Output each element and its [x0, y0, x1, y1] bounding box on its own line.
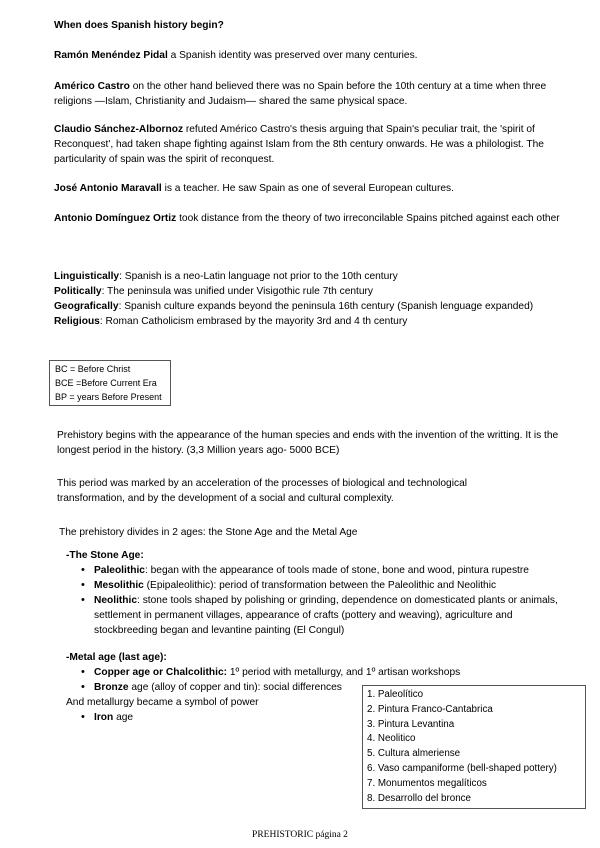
paragraph-albornoz: [54, 122, 594, 167]
author-name: Ramón Menéndez Pidal: [54, 50, 168, 61]
list-item: [78, 710, 328, 725]
item-label: Neolithic: [94, 595, 138, 606]
item-text: : began with the appearance of tools made of stone, bone and wood, pintura rupestre: [144, 565, 529, 576]
aspect-text: : The peninsula was unified under Visigothic rule 7th century: [101, 286, 374, 297]
aspect-label: Religious: [54, 316, 100, 327]
list-item: [78, 563, 578, 578]
page-footer: PREHISTORIC página 2: [252, 830, 348, 840]
aspect-label: Geografically: [54, 301, 119, 312]
legend-item: 4. Neolitico: [367, 733, 416, 745]
iron-age-list: [78, 710, 328, 725]
item-text: : stone tools shaped by polishing or grinding, dependence on domesticated plants or animals, settlement in permanent villages, appearance of crafts (pottery and weaving), agriculture and stockbreeding began and levantine painting (El Congul): [94, 595, 558, 636]
author-name: José Antonio Maravall: [54, 183, 162, 194]
legend-item: 6. Vaso campaniforme (bell-shaped pottery): [367, 762, 557, 774]
stone-age-list: [78, 563, 578, 638]
item-label: Iron: [94, 712, 114, 723]
paragraph-text: is a teacher. He saw Spain as one of several European cultures.: [161, 183, 454, 194]
paragraph-pidal: [54, 48, 564, 63]
aspect-linguistic: [54, 269, 594, 284]
aspect-religious: [54, 314, 594, 329]
abbreviation-item: BC = Before Christ: [55, 364, 131, 374]
item-label: Copper age or Chalcolithic:: [94, 667, 228, 678]
paragraph-maravall: [54, 181, 564, 196]
metallurgy-note: And metallurgy became a symbol of power: [66, 697, 259, 708]
period-description: This period was marked by an acceleration of the processes of biological and technological transformation, and by the development of a social and cultural complexity.: [57, 478, 467, 504]
legend-item: 5. Cultura almeriense: [367, 748, 461, 760]
item-label: Bronze: [94, 682, 129, 693]
item-text: 1º period with metallurgy, and 1º artisan workshops: [227, 667, 461, 678]
paragraph-text: a Spanish identity was preserved over many centuries.: [167, 50, 418, 61]
legend-item: 8. Desarrollo del bronce: [367, 792, 472, 804]
legend-item: 1. Paleolítico: [367, 689, 424, 700]
metal-age-heading: -Metal age (last age):: [66, 652, 167, 663]
item-text: age: [113, 712, 134, 723]
page-title: When does Spanish history begin?: [54, 20, 224, 31]
abbreviations-box: [49, 360, 171, 406]
map-legend-box: [362, 685, 586, 809]
paragraph-text: on the other hand believed there was no Spain before the 10th century at a time when three religions —Islam, Christianity and Judaism— shared the same physical space.: [54, 81, 547, 107]
paragraph-text: refuted Américo Castro's thesis arguing that Spain's peculiar trait, the 'spirit of Reconquest', had taken shape fighting against Islam from the 8th century onwards. He was a philologist. The particularity of spain was the spirit of reconquest.: [54, 124, 544, 165]
item-text: (Epipaleolithic): period of transformation between the Paleolithic and Neolithic: [143, 580, 497, 591]
item-label: Mesolithic: [94, 580, 144, 591]
list-item: [78, 593, 578, 638]
author-name: Claudio Sánchez-Albornoz: [54, 124, 184, 135]
item-label: Paleolithic: [94, 565, 145, 576]
paragraph-castro: [54, 79, 564, 109]
item-text: age (alloy of copper and tin): social differences: [128, 682, 342, 693]
legend-item: 2. Pintura Franco-Cantabrica: [367, 703, 493, 715]
aspect-text: : Spanish culture expands beyond the peninsula 16th century (Spanish lenguage expanded): [118, 301, 534, 312]
aspect-label: Linguistically: [54, 271, 120, 282]
author-name: Antonio Domínguez Ortiz: [54, 213, 177, 224]
aspects-list: [54, 269, 594, 329]
stone-age-heading: -The Stone Age:: [66, 550, 144, 561]
aspect-text: : Spanish is a neo-Latin language not prior to the 10th century: [119, 271, 398, 282]
paragraph-ortiz: [54, 211, 579, 226]
map-legend-list: [367, 688, 581, 806]
prehistory-intro: Prehistory begins with the appearance of the human species and ends with the invention of the writting. It is the longest period in the history. (3,3 Million years ago- 5000 BCE): [57, 430, 559, 456]
author-name: Américo Castro: [54, 81, 130, 92]
aspect-geographic: [54, 299, 594, 314]
aspect-text: : Roman Catholicism embrased by the mayority 3rd and 4 th century: [99, 316, 408, 327]
aspect-political: [54, 284, 594, 299]
aspect-label: Politically: [54, 286, 102, 297]
legend-item: 7. Monumentos megalíticos: [367, 777, 487, 789]
legend-item: 3. Pintura Levantina: [367, 718, 455, 730]
paragraph-text: took distance from the theory of two irreconcilable Spains pitched against each other: [176, 213, 560, 224]
abbreviation-item: BP = years Before Present: [55, 392, 162, 402]
list-item: [78, 578, 578, 593]
ages-intro: The prehistory divides in 2 ages: the Stone Age and the Metal Age: [59, 527, 358, 538]
list-item: [78, 665, 578, 680]
abbreviation-item: BCE =Before Current Era: [55, 378, 157, 388]
